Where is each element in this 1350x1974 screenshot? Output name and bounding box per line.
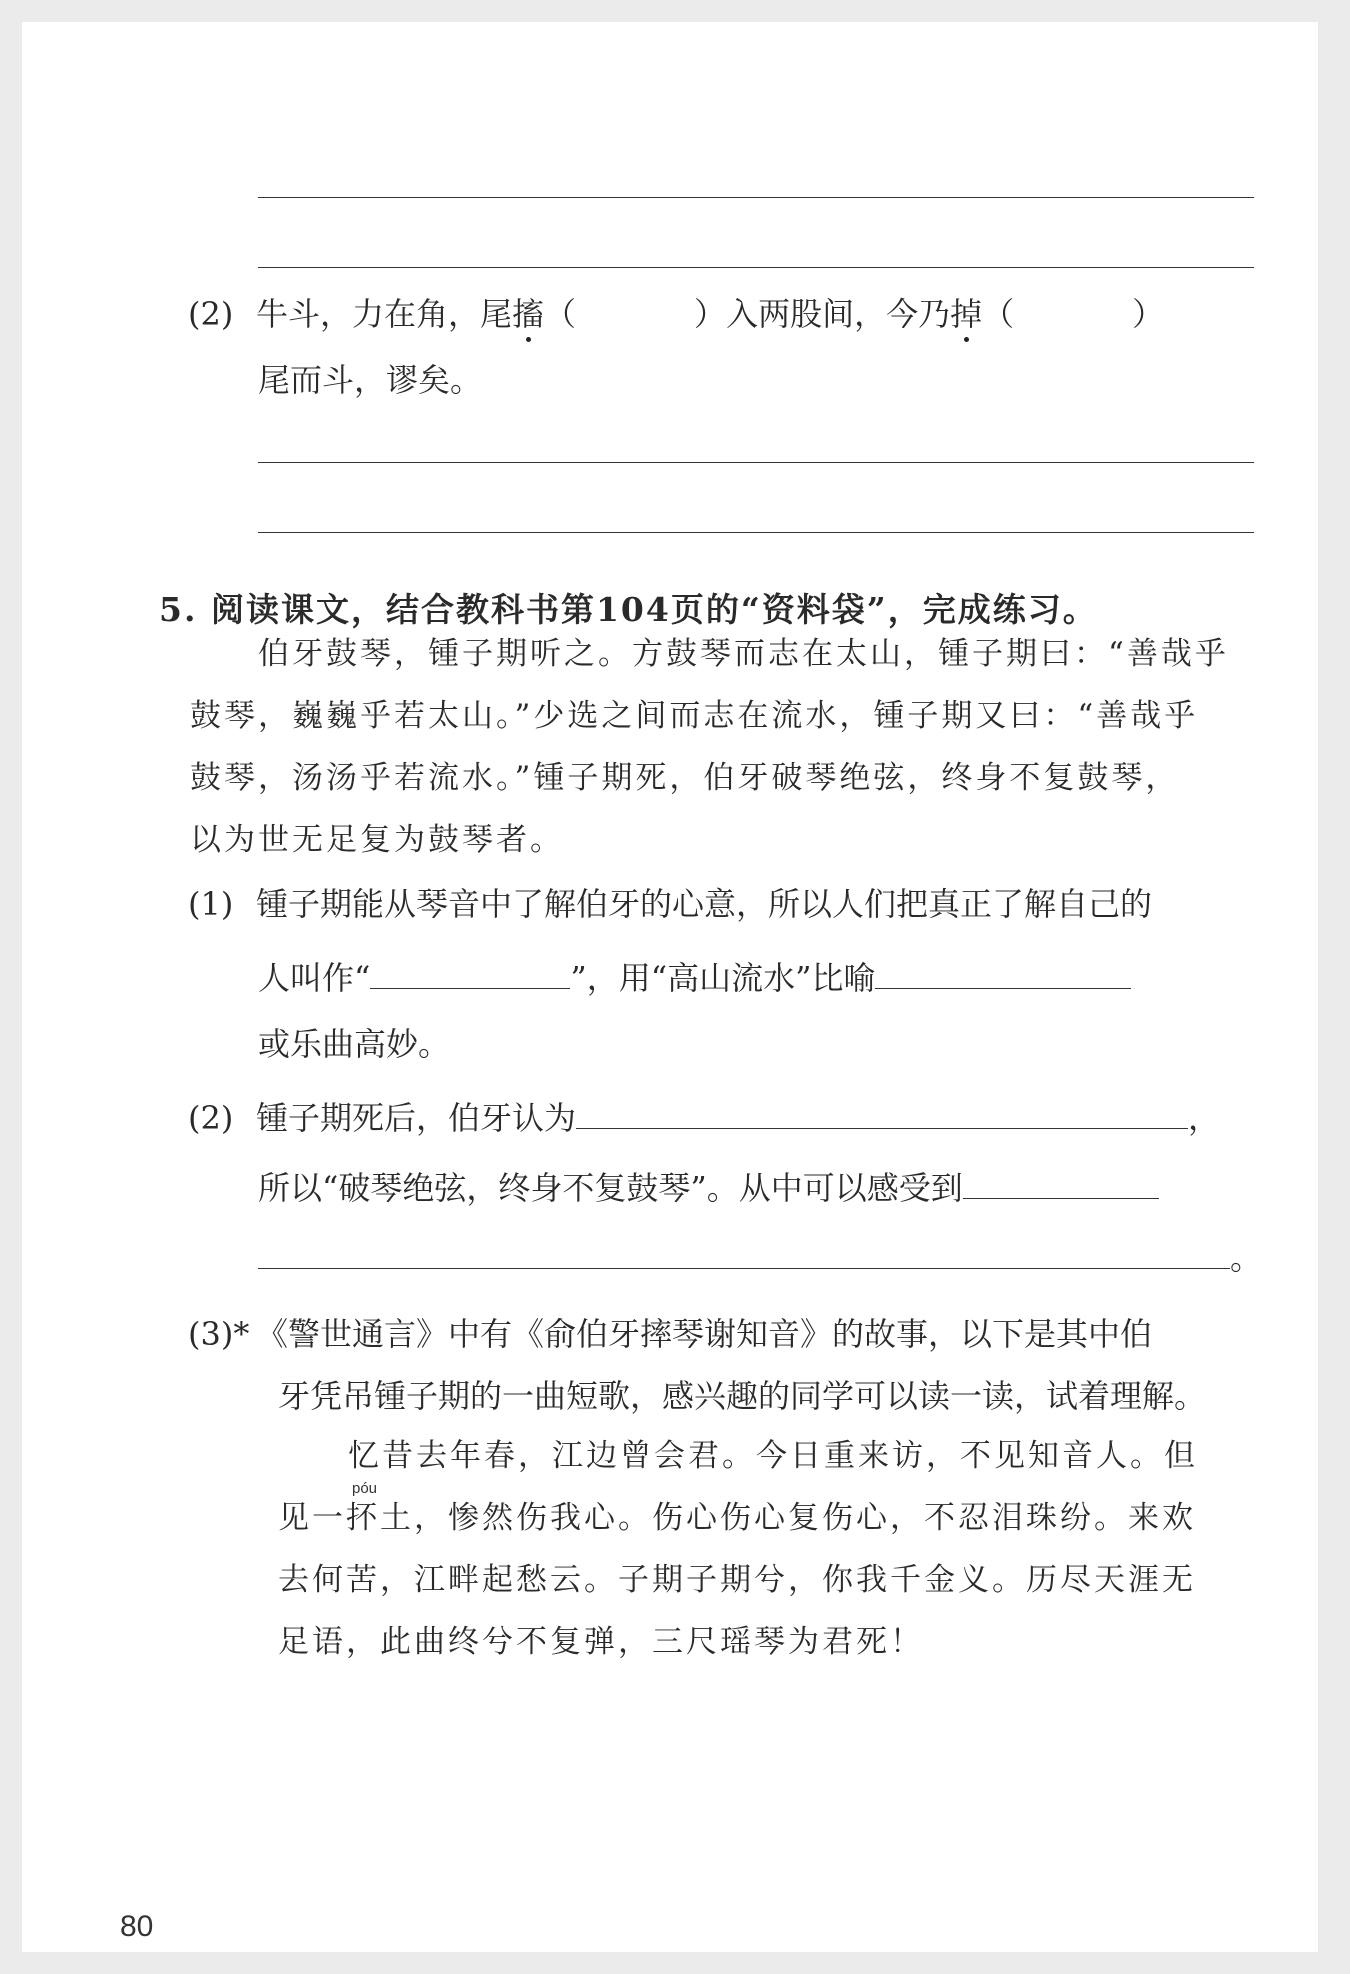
q4-2-line1 (188, 294, 1164, 334)
question-number: (2) (188, 1099, 234, 1137)
question-text: 牙凭吊锺子期的一曲短歌，感兴趣的同学可以读一读，试着理解。 (278, 1377, 1207, 1415)
answer-line[interactable] (258, 267, 1254, 268)
passage-line: 以为世无足复为鼓琴者。 (190, 822, 564, 858)
q5-2-line1 (188, 1094, 1220, 1138)
q5-3-line1 (188, 1314, 1152, 1354)
question-text: ”，用“高山流水”比喻 (570, 959, 876, 997)
song-line: 去何苦，江畔起愁云。子期子期兮，你我千金义。历尽天涯无 (278, 1562, 1196, 1598)
question-text: 所以“破琴绝弦，终身不复鼓琴”。从中可以感受到 (258, 1169, 963, 1207)
punctuation: ， (1188, 1099, 1221, 1137)
emphasized-char: 掉 (950, 295, 983, 333)
q5-3-line2 (278, 1376, 1206, 1416)
emphasized-char: 搐 (512, 295, 545, 333)
workbook-page (22, 22, 1318, 1952)
q5-1-line3 (258, 1024, 450, 1064)
sentence-text: 尾而斗，谬矣。 (258, 361, 483, 399)
passage-line: 鼓琴，汤汤乎若流水。”锺子期死，伯牙破琴绝弦，终身不复鼓琴， (190, 760, 1180, 796)
fill-blank-metaphor[interactable] (875, 954, 1131, 989)
paren-open: （ (544, 295, 577, 333)
question-number: (3)* (188, 1315, 250, 1353)
song-line: 见一抔土，惨然伤我心。伤心伤心复伤心，不忍泪珠纷。来欢 (278, 1500, 1196, 1536)
sentence-text: 入两股间，今乃 (726, 295, 951, 333)
fill-blank-feeling[interactable] (963, 1164, 1159, 1199)
pinyin-annotation: póu (352, 1480, 378, 1497)
paren-open: （ (982, 295, 1015, 333)
question-number: (1) (188, 885, 234, 923)
page-number: 80 (120, 1910, 154, 1943)
passage-line: 伯牙鼓琴，锺子期听之。方鼓琴而志在太山，锺子期曰：“善哉乎 (258, 636, 1229, 672)
q5-2-line2 (258, 1164, 1159, 1208)
question-text: 《警世通言》中有《俞伯牙摔琴谢知音》的故事，以下是其中伯 (256, 1315, 1153, 1353)
q4-2-line2 (258, 360, 482, 400)
q5-1-line1 (188, 884, 1152, 924)
question-text: 锺子期死后，伯牙认为 (256, 1099, 577, 1137)
question-text: 锺子期能从琴音中了解伯牙的心意，所以人们把真正了解自己的 (256, 885, 1153, 923)
song-line: 忆昔去年春，江边曾会君。今日重来访，不见知音人。但 (348, 1438, 1198, 1474)
song-line: 足语，此曲终兮不复弹，三尺瑶琴为君死！ (278, 1624, 924, 1660)
question-text: 人叫作“ (258, 959, 371, 997)
q5-1-line2 (258, 954, 1131, 998)
fill-blank-reason[interactable] (576, 1094, 1188, 1129)
paren-close: ） (694, 295, 727, 333)
fill-blank-zhiyin[interactable] (370, 954, 570, 989)
answer-line[interactable] (258, 462, 1254, 463)
punctuation: 。 (1230, 1239, 1263, 1277)
answer-line[interactable] (258, 197, 1254, 198)
passage-line: 鼓琴，巍巍乎若太山。”少选之间而志在流水，锺子期又曰：“善哉乎 (190, 698, 1199, 734)
fill-blank-feeling-cont[interactable] (258, 1234, 1230, 1269)
answer-line[interactable] (258, 532, 1254, 533)
sentence-text: 牛斗，力在角，尾 (256, 295, 513, 333)
paren-close: ） (1132, 295, 1165, 333)
question-5-title: 5. 阅读课文，结合教科书第104页的“资料袋”，完成练习。 (159, 590, 1098, 629)
question-text: 或乐曲高妙。 (258, 1025, 451, 1063)
q5-2-line3 (258, 1234, 1262, 1278)
question-number: (2) (188, 295, 234, 333)
